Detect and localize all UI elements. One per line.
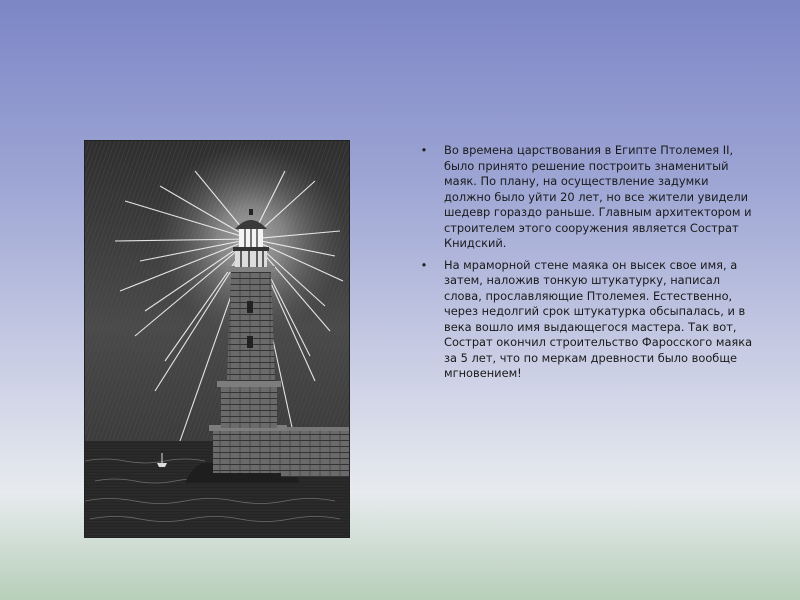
bullet-marker: • [420, 143, 428, 157]
list-item [418, 258, 758, 382]
lighthouse-illustration [85, 141, 349, 537]
lighthouse-engraving-image [84, 140, 350, 538]
paragraph-text: Во времена царствования в Египте Птолемея II, было принято решение построить знаменитый маяк. По плану, на осуществление задумки должно было уйти 20 лет, но все жители увидели шедевр гораздо раньше. Главным архитектором и строителем этого сооружения является Сострат Книдский. [444, 143, 752, 250]
bullet-list [418, 143, 758, 388]
bullet-marker: • [420, 257, 428, 272]
list-item [418, 143, 758, 252]
paragraph-text: На мраморной стене маяка он высек свое имя, а затем, наложив тонкую штукатурку, написал слова, прославляющие Птолемея. Естественно, через недолгий срок штукатурка обсыпалась, и в века вошло имя выдающегося мастера. Так вот, Сострат окончил строительство Фаросского маяка за 5 лет, что по меркам древности было вообще мгновением! [444, 257, 753, 380]
